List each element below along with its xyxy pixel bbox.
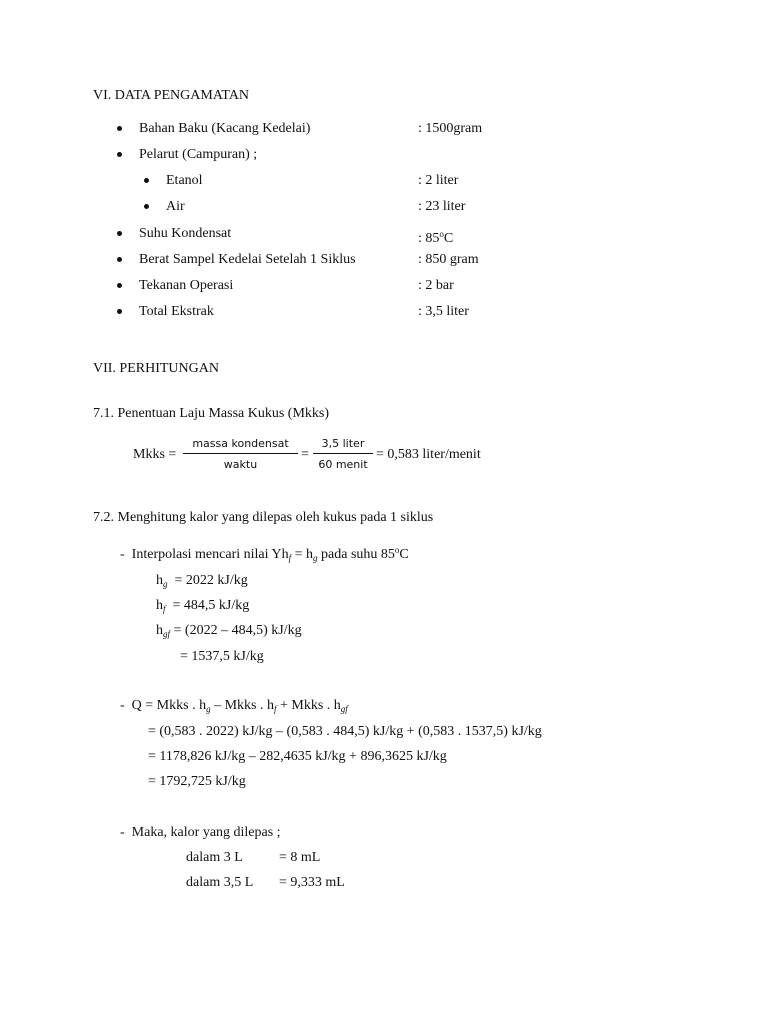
item-value: : 85$^o$C (418, 229, 454, 246)
q-line-3: = 1792,725 kJ/kg (148, 774, 246, 789)
equals-sign: = (301, 447, 309, 462)
item-value: : 1500gram (418, 121, 483, 136)
bullet-dot (117, 231, 122, 236)
subsection-7-2-title: 7.2. Menghitung kalor yang dilepas oleh kukus pada 1 siklus (93, 510, 434, 525)
item-label: Total Ekstrak (139, 304, 214, 319)
result-row-value: = 9,333 mL (279, 875, 345, 890)
q-line-2: = 1178,826 kJ/kg – 282,4635 kJ/kg + 896,3625 kJ/kg (148, 749, 447, 764)
item-label: Tekanan Operasi (139, 278, 234, 293)
hg-value: $h_g = 2022$ kJ/kg (156, 573, 248, 589)
sub-bullet-dot (144, 178, 149, 183)
bullet-dot (117, 126, 122, 131)
item-value: : 2 bar (418, 278, 454, 293)
fraction-denominator: waktu (223, 458, 258, 471)
fraction-numerator: massa kondensat (192, 437, 289, 450)
result-row-value: = 8 mL (279, 850, 321, 865)
hgf-result: = 1537,5 kJ/kg (180, 649, 264, 664)
bullet-dot (117, 257, 122, 262)
fraction-numerator: 3,5 liter (321, 437, 365, 450)
section-6-title: VI. DATA PENGAMATAN (93, 88, 250, 103)
bullet-dot (117, 309, 122, 314)
equation-result: = 0,583 liter/menit (376, 447, 481, 462)
q-formula: - Q = Mkks . $h_g$ – Mkks . $h_f$ + Mkks . $h_{gf}$ (120, 698, 348, 714)
item-label: Berat Sampel Kedelai Setelah 1 Siklus (139, 252, 356, 267)
interpolation-line: - Interpolasi mencari nilai $Yh_f = h_g$ pada suhu 85$^o$C (120, 545, 409, 563)
section-7-title: VII. PERHITUNGAN (93, 361, 219, 376)
item-label: Air (166, 199, 185, 214)
result-row-label: dalam 3 L (186, 850, 243, 865)
sub-bullet-dot (144, 204, 149, 209)
fraction-mass-over-time (183, 437, 298, 472)
hgf-value: $h_{gf} = (2022 - 484,5)$ kJ/kg (156, 623, 302, 639)
hf-value: $h_f = 484,5$ kJ/kg (156, 598, 250, 614)
result-row-label: dalam 3,5 L (186, 875, 254, 890)
bullet-dot (117, 152, 122, 157)
bullet-dot (117, 283, 122, 288)
item-label: Pelarut (Campuran) ; (139, 147, 258, 162)
fraction-values (313, 437, 373, 472)
item-label: Etanol (166, 173, 203, 188)
equation-lhs: Mkks = (133, 447, 177, 462)
item-value: : 3,5 liter (418, 304, 469, 319)
item-label: Bahan Baku (Kacang Kedelai) (139, 121, 311, 136)
item-label: Suhu Kondensat (139, 226, 232, 241)
item-value: : 850 gram (418, 252, 479, 267)
fraction-denominator: 60 menit (318, 458, 368, 471)
conclusion-line: - Maka, kalor yang dilepas ; (120, 825, 281, 840)
item-value: : 23 liter (418, 199, 466, 214)
fraction-bar (313, 453, 373, 454)
item-value: : 2 liter (418, 173, 459, 188)
subsection-7-1-title: 7.1. Penentuan Laju Massa Kukus (Mkks) (93, 406, 330, 421)
fraction-bar (183, 453, 298, 454)
q-line-1: = (0,583 . 2022) kJ/kg – (0,583 . 484,5) kJ/kg + (0,583 . 1537,5) kJ/kg (148, 724, 542, 739)
